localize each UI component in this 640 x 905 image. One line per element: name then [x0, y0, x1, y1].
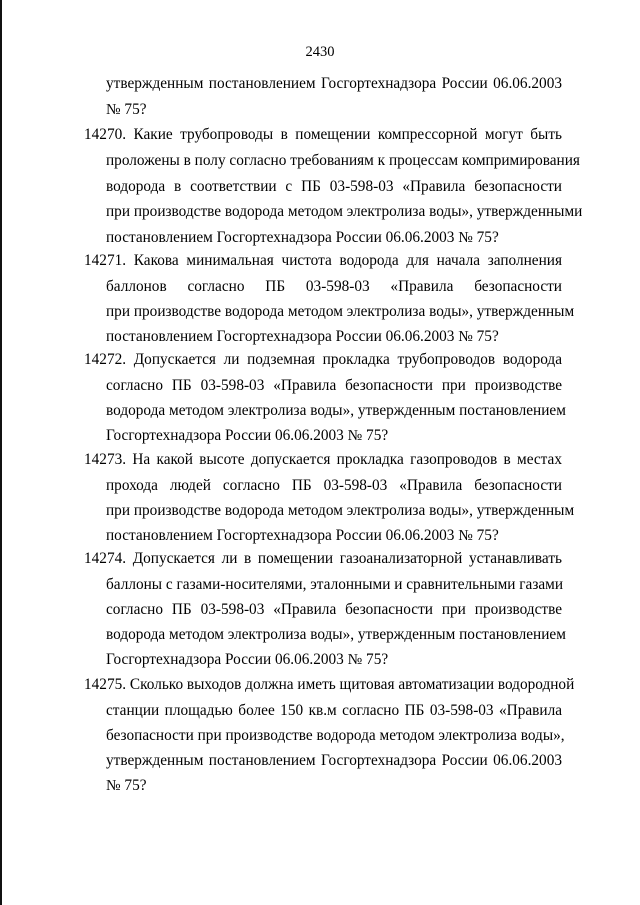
- question-14275-line: станции площадью более 150 кв.м согласно ПБ 03-598-03 «Правила: [106, 702, 562, 719]
- question-14275-line: № 75?: [106, 777, 147, 794]
- intro-line: утвержденным постановлением Госгортехнадзора России 06.06.2003: [106, 75, 562, 92]
- page-left-edge: [0, 0, 2, 905]
- question-14273-line: при производстве водорода методом электролиза воды», утвержденным: [106, 502, 575, 519]
- question-14274-line: согласно ПБ 03-598-03 «Правила безопасности при производстве: [106, 601, 562, 618]
- question-14271-line: 14271. Какова минимальная чистота водорода для начала заполнения: [84, 252, 562, 269]
- question-14270-line: водорода в соответствии с ПБ 03-598-03 «Правила безопасности: [106, 178, 562, 195]
- intro-line: № 75?: [106, 101, 147, 118]
- question-14270-line: проложены в полу согласно требованиям к процессам компримирования: [106, 152, 580, 169]
- question-14272-line: 14272. Допускается ли подземная прокладка трубопроводов водорода: [84, 351, 562, 368]
- question-14275-line: утвержденным постановлением Госгортехнадзора России 06.06.2003: [106, 752, 562, 769]
- question-14274-line: Госгортехнадзора России 06.06.2003 № 75?: [106, 651, 389, 668]
- question-14270-line: 14270. Какие трубопроводы в помещении компрессорной могут быть: [84, 126, 562, 143]
- question-14272-line: водорода методом электролиза воды», утвержденным постановлением: [106, 402, 566, 419]
- question-14273-line: прохода людей согласно ПБ 03-598-03 «Правила безопасности: [106, 477, 562, 494]
- question-14274-line: водорода методом электролиза воды», утвержденным постановлением: [106, 626, 566, 643]
- question-14272-line: согласно ПБ 03-598-03 «Правила безопасности при производстве: [106, 377, 562, 394]
- question-14273-line: постановлением Госгортехнадзора России 06.06.2003 № 75?: [106, 527, 499, 544]
- question-14274-line: баллоны с газами-носителями, эталонными и сравнительными газами: [106, 576, 564, 593]
- question-14271-line: постановлением Госгортехнадзора России 06.06.2003 № 75?: [106, 328, 499, 345]
- question-14274-line: 14274. Допускается ли в помещении газоанализаторной устанавливать: [84, 550, 562, 567]
- question-14273-line: 14273. На какой высоте допускается прокладка газопроводов в местах: [84, 451, 562, 468]
- question-14275-line: 14275. Сколько выходов должна иметь щитовая автоматизации водородной: [84, 676, 575, 693]
- question-14270-line: при производстве водорода методом электролиза воды», утвержденными: [106, 203, 583, 220]
- question-14271-line: при производстве водорода методом электролиза воды», утвержденным: [106, 303, 575, 320]
- question-14272-line: Госгортехнадзора России 06.06.2003 № 75?: [106, 427, 389, 444]
- question-14270-line: постановлением Госгортехнадзора России 06.06.2003 № 75?: [106, 229, 499, 246]
- question-14275-line: безопасности при производстве водорода методом электролиза воды»,: [106, 727, 565, 744]
- question-14271-line: баллонов согласно ПБ 03-598-03 «Правила безопасности: [106, 278, 562, 295]
- page-number: 2430: [305, 44, 335, 60]
